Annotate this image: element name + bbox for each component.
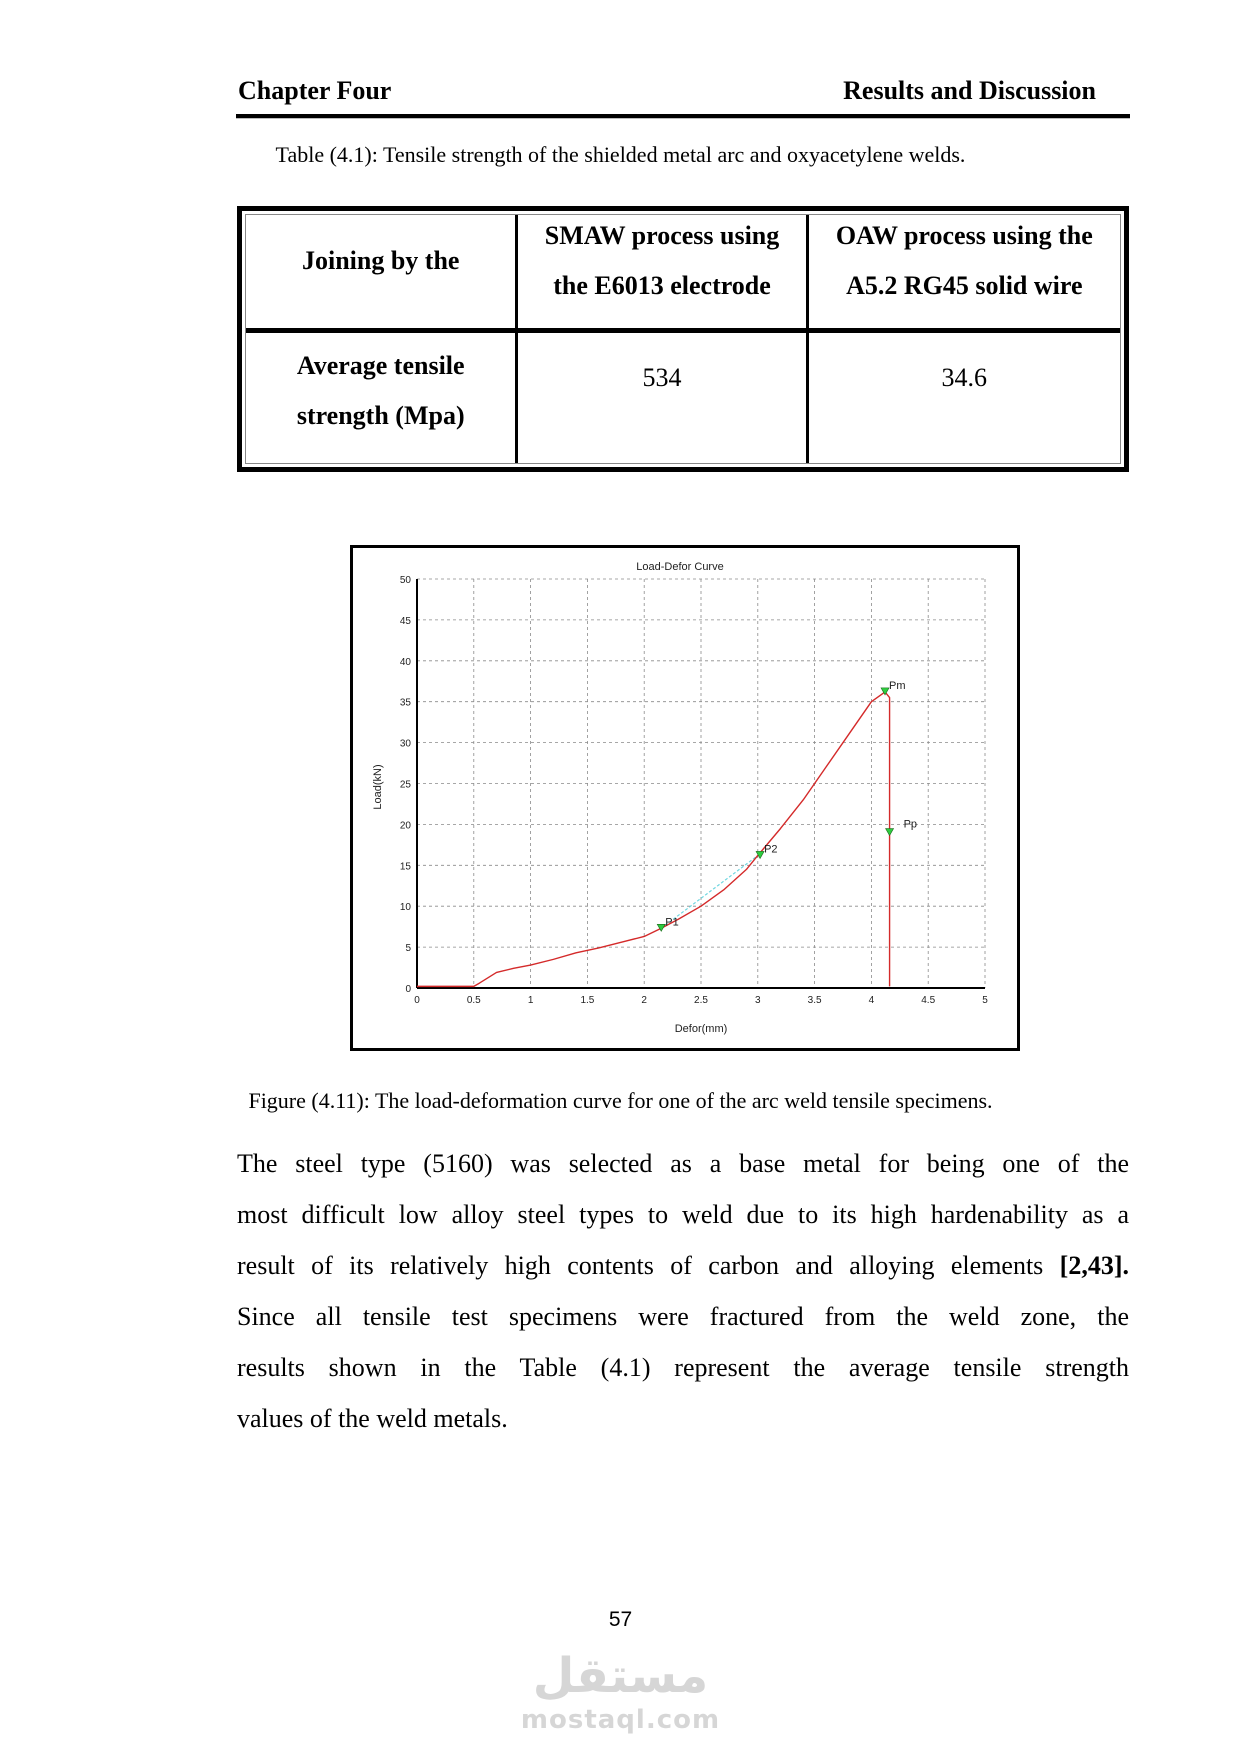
row-label-text: Joining by the	[301, 246, 460, 276]
svg-text:2.5: 2.5	[694, 995, 708, 1006]
svg-text:25: 25	[399, 779, 411, 791]
marker-p2	[756, 843, 777, 858]
svg-text:30: 30	[399, 738, 411, 750]
paragraph-line: most difficult low alloy steel types to weld due to its high hardenability as a	[237, 1200, 1129, 1229]
average-tensile-label-cell	[246, 330, 517, 463]
row-label-cell	[246, 215, 517, 330]
chart-markers	[657, 680, 917, 931]
paragraph-line: values of the weld metals.	[237, 1404, 508, 1433]
body-paragraph	[237, 1138, 1129, 1444]
load-deformation-chart	[350, 545, 1020, 1051]
svg-text:Pm: Pm	[889, 679, 906, 692]
svg-text:50: 50	[399, 575, 411, 586]
paragraph-line	[237, 1240, 1129, 1291]
svg-text:5: 5	[982, 995, 988, 1006]
svg-text:1: 1	[527, 995, 534, 1006]
paragraph-line: The steel type (5160) was selected as a base metal for being one of the	[237, 1149, 1129, 1178]
chapter-title: Chapter Four	[238, 76, 392, 105]
y-axis-label: Load(kN)	[372, 764, 384, 810]
watermark-logo: مستقل	[532, 1648, 709, 1704]
svg-text:1.5: 1.5	[580, 995, 595, 1006]
table-header-row	[246, 215, 1120, 330]
svg-text:4.5: 4.5	[921, 995, 936, 1006]
svg-text:Pp: Pp	[903, 818, 918, 831]
svg-text:5: 5	[405, 943, 411, 955]
tensile-strength-table	[237, 206, 1129, 472]
svg-text:P2: P2	[764, 843, 778, 856]
svg-text:45: 45	[399, 615, 411, 627]
page-number: 57	[608, 1608, 633, 1631]
svg-text:40: 40	[399, 656, 411, 668]
paragraph-line: Since all tensile test specimens were fractured from the weld zone, the	[237, 1302, 1129, 1331]
svg-text:P1: P1	[665, 916, 679, 929]
oaw-value-cell	[807, 330, 1120, 463]
oaw-header-line2: A5.2 RG45 solid wire	[846, 271, 1083, 301]
chart-canvas	[353, 548, 1017, 1048]
chart-series	[417, 692, 890, 986]
svg-text:0: 0	[405, 984, 411, 995]
svg-text:2: 2	[641, 995, 647, 1006]
oaw-header-line1: OAW process using the	[835, 221, 1093, 251]
svg-text:35: 35	[399, 697, 411, 709]
data-label-line2: strength (Mpa)	[296, 400, 465, 430]
oaw-header-cell	[807, 215, 1120, 330]
svg-text:0.5: 0.5	[466, 995, 481, 1006]
chart-tick-labels	[400, 575, 988, 1006]
header-rule	[236, 114, 1130, 119]
citation: [2,43].	[1059, 1251, 1129, 1280]
paragraph-line-text: result of its relatively high contents of carbon and alloying elements	[237, 1251, 1044, 1280]
x-axis-label: Defor(mm)	[674, 1023, 728, 1035]
svg-text:15: 15	[399, 861, 411, 873]
svg-text:0: 0	[414, 995, 420, 1006]
paragraph-line: results shown in the Table (4.1) represent the average tensile strength	[237, 1353, 1129, 1382]
data-label-line1: Average tensile	[296, 350, 465, 380]
figure-caption: Figure (4.11): The load-deformation curve for one of the arc weld tensile specimens.	[248, 1088, 993, 1113]
smaw-value: 534	[642, 362, 682, 392]
marker-pp	[886, 819, 917, 836]
marker-pm	[881, 680, 906, 695]
smaw-header-line1: SMAW process using	[544, 221, 780, 251]
smaw-header-cell	[517, 215, 807, 330]
chart-grid	[417, 579, 985, 988]
svg-text:10: 10	[399, 902, 411, 914]
oaw-value: 34.6	[941, 362, 988, 392]
marker-p1	[657, 916, 678, 931]
svg-text:4: 4	[868, 995, 875, 1006]
svg-text:3.5: 3.5	[807, 995, 822, 1006]
table-caption: Table (4.1): Tensile strength of the shielded metal arc and oxyacetylene welds.	[275, 142, 966, 167]
chart-title: Load-Defor Curve	[636, 561, 724, 573]
svg-text:3: 3	[755, 995, 761, 1006]
smaw-value-cell	[517, 330, 807, 463]
smaw-header-line2: the E6013 electrode	[553, 271, 771, 301]
svg-text:20: 20	[399, 820, 411, 832]
table-data-row	[246, 330, 1120, 463]
watermark-url: mostaql.com	[520, 1705, 721, 1735]
section-title: Results and Discussion	[843, 76, 1096, 105]
